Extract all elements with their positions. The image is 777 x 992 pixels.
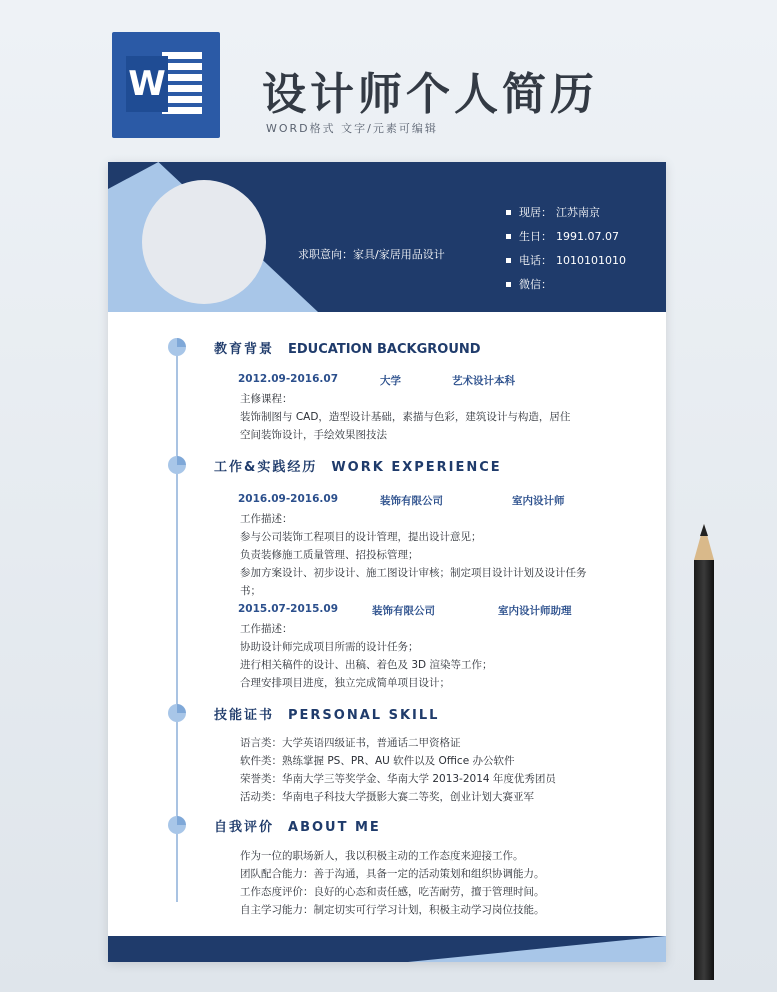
job-role: 室内设计师 bbox=[512, 495, 565, 507]
job-line: 合理安排项目进度，独立完成简单项目设计； bbox=[240, 677, 450, 689]
timeline-node-icon bbox=[168, 816, 186, 834]
section-title-work bbox=[214, 456, 502, 475]
info-row-phone bbox=[506, 248, 626, 272]
page-subtitle: WORD格式 文字/元素可编辑 bbox=[266, 122, 438, 135]
about-line: 作为一位的职场新人，我以积极主动的工作态度来迎接工作。 bbox=[240, 850, 524, 862]
job-line: 书； bbox=[240, 585, 261, 597]
job-line: 参加方案设计、初步设计、施工图设计审核；制定项目设计计划及设计任务 bbox=[240, 567, 587, 579]
job-role: 室内设计师助理 bbox=[498, 605, 572, 617]
personal-info bbox=[506, 200, 626, 296]
info-label: 微信： bbox=[519, 278, 552, 291]
job-period: 2016.09-2016.09 bbox=[238, 493, 339, 505]
section-title-education bbox=[214, 338, 481, 357]
job-line: 参与公司装饰工程项目的设计管理，提出设计意见； bbox=[240, 531, 482, 543]
job-line: 工作描述： bbox=[240, 513, 293, 525]
bullet-square-icon bbox=[506, 282, 511, 287]
timeline-node-icon bbox=[168, 456, 186, 474]
job-company: 装饰有限公司 bbox=[380, 495, 443, 507]
bullet-square-icon bbox=[506, 210, 511, 215]
section-title-cn: 工作&实践经历 bbox=[214, 460, 318, 475]
info-value: 江苏南京 bbox=[556, 206, 600, 219]
education-line: 装饰制图与 CAD，造型设计基础，素描与色彩，建筑设计与构造，居住 bbox=[240, 411, 571, 423]
education-degree: 大学 bbox=[380, 375, 401, 387]
job-line: 进行相关稿件的设计、出稿、着色及 3D 渲染等工作； bbox=[240, 659, 493, 671]
word-w-icon: W bbox=[126, 56, 168, 112]
section-title-en: WORK EXPERIENCE bbox=[331, 460, 502, 475]
timeline-node-icon bbox=[168, 704, 186, 722]
info-value: 1010101010 bbox=[556, 253, 626, 267]
info-row-location bbox=[506, 200, 626, 224]
section-title-skills bbox=[214, 704, 439, 723]
education-period: 2012.09-2016.07 bbox=[238, 373, 339, 385]
job-period: 2015.07-2015.09 bbox=[238, 603, 339, 615]
education-line: 空间装饰设计，手绘效果图技法 bbox=[240, 429, 387, 441]
education-major: 艺术设计本科 bbox=[452, 375, 515, 387]
job-line: 工作描述： bbox=[240, 623, 293, 635]
info-label: 电话： bbox=[519, 254, 552, 267]
skill-line: 荣誉类：华南大学三等奖学金、华南大学 2013-2014 年度优秀团员 bbox=[240, 773, 556, 785]
document-lines-icon bbox=[162, 52, 202, 118]
skill-line: 语言类：大学英语四级证书，普通话二甲资格证 bbox=[240, 737, 461, 749]
page-title: 设计师个人简历 bbox=[262, 69, 598, 120]
job-line: 负责装修施工质量管理、招投标管理； bbox=[240, 549, 419, 561]
resume-sheet bbox=[108, 162, 666, 962]
info-row-birthday bbox=[506, 224, 626, 248]
info-label: 生日： bbox=[519, 230, 552, 243]
job-line: 协助设计师完成项目所需的设计任务； bbox=[240, 641, 419, 653]
education-line: 主修课程： bbox=[240, 393, 293, 405]
section-title-en: PERSONAL SKILL bbox=[288, 708, 440, 723]
section-title-en: ABOUT ME bbox=[288, 820, 381, 835]
about-line: 团队配合能力：善于沟通，具备一定的活动策划和组织协调能力。 bbox=[240, 868, 545, 880]
section-title-about bbox=[214, 816, 381, 835]
objective-value: 家具/家居用品设计 bbox=[353, 248, 445, 261]
job-objective bbox=[298, 246, 445, 262]
about-line: 工作态度评价：良好的心态和责任感，吃苦耐劳，擅于管理时间。 bbox=[240, 886, 545, 898]
pencil-icon bbox=[694, 560, 714, 980]
word-logo bbox=[112, 32, 220, 138]
skill-line: 活动类：华南电子科技大学摄影大赛二等奖，创业计划大赛亚军 bbox=[240, 791, 534, 803]
info-row-wechat bbox=[506, 272, 626, 296]
section-title-cn: 教育背景 bbox=[214, 342, 275, 357]
bullet-square-icon bbox=[506, 258, 511, 263]
info-label: 现居： bbox=[519, 206, 552, 219]
timeline-node-icon bbox=[168, 338, 186, 356]
skill-line: 软件类：熟练掌握 PS、PR、AU 软件以及 Office 办公软件 bbox=[240, 755, 515, 767]
section-title-en: EDUCATION BACKGROUND bbox=[288, 342, 481, 357]
section-title-cn: 技能证书 bbox=[214, 708, 275, 723]
profile-photo-placeholder[interactable] bbox=[142, 180, 266, 304]
bullet-square-icon bbox=[506, 234, 511, 239]
info-value: 1991.07.07 bbox=[556, 229, 619, 243]
objective-label: 求职意向： bbox=[298, 248, 353, 261]
section-title-cn: 自我评价 bbox=[214, 820, 275, 835]
about-line: 自主学习能力：制定切实可行学习计划，积极主动学习岗位技能。 bbox=[240, 904, 545, 916]
pencil-lead-icon bbox=[700, 524, 708, 536]
job-company: 装饰有限公司 bbox=[372, 605, 435, 617]
